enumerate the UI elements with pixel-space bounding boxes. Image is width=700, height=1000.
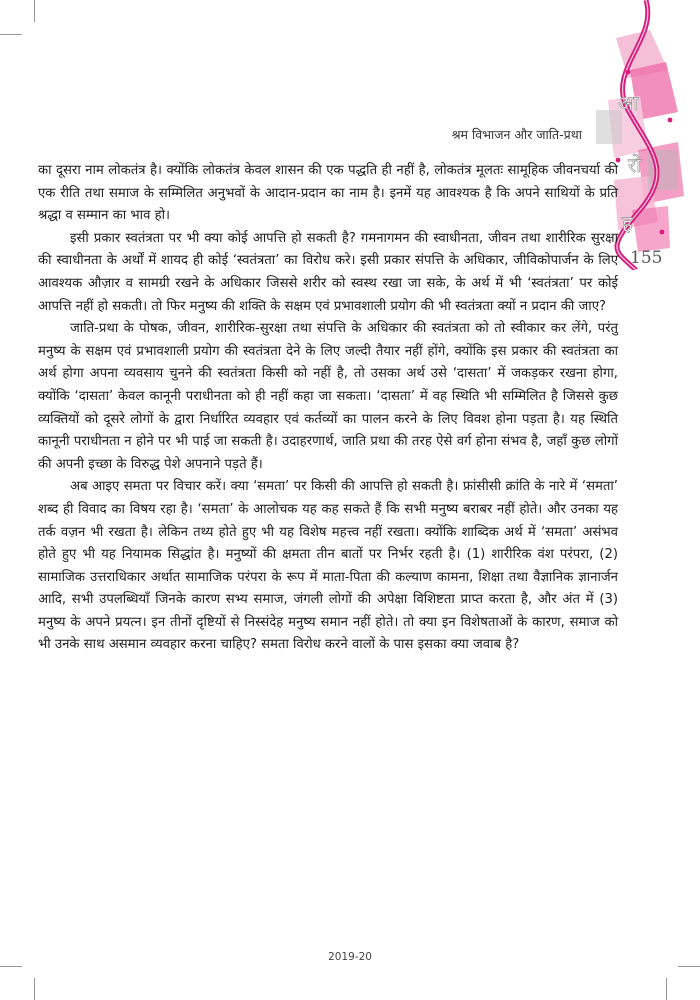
- decor-letter-ha: ह: [622, 211, 633, 235]
- page-number: 155: [630, 248, 663, 268]
- paragraph-4: अब आइए समता पर विचार करें। क्या ‘समता’ पर किसी की आपत्ति हो सकती है। फ्रांसीसी क्रांति के नारे में ‘समता’ शब्द ही विवाद का विषय रहा है। ‘समता’ के आलोचक यह कह सकते हैं कि सभी मनुष्य बराबर नहीं होते। और उनका यह तर्क वज़न भी रखता है। लेकिन तथ्य होते हुए भी यह विशेष महत्त्व नहीं रखता। क्योंकि शाब्दिक अर्थ में ‘समता’ असंभव होते हुए भी यह नियामक सिद्धांत है। मनुष्यों की क्षमता तीन बातों पर निर्भर रहती है। (1) शारीरिक वंश परंपरा, (2) सामाजिक उत्तराधिकार अर्थात सामाजिक परंपरा के रूप में माता-पिता की कल्याण कामना, शिक्षा तथा वैज्ञानिक ज्ञानार्जन आदि, सभी उपलब्धियाँ जिनके कारण सभ्य समाज, जंगली लोगों की अपेक्षा विशिष्टता प्राप्त करता है, और अंत में (3) मनुष्य के अपने प्रयत्न। इन तीनों दृष्टियों से निस्संदेह मनुष्य समान नहीं होते। तो क्या इन विशेषताओं के कारण, समाज को भी उनके साथ असमान व्यवहार करना चाहिए? समता विरोध करने वालों के पास इसका क्या जवाब है?: [38, 479, 618, 653]
- paragraph-2: इसी प्रकार स्वतंत्रता पर भी क्या कोई आपत्ति हो सकती है? गमनागमन की स्वाधीनता, जीवन तथा शारीरिक सुरक्षा की स्वाधीनता के अर्थों में शायद ही कोई ‘स्वतंत्रता’ का विरोध करे। इसी प्रकार संपत्ति के अधिकार, जीविकोपार्जन के लिए आवश्यक औज़ार व सामग्री रखने के अधिकार जिससे शरीर को स्वस्थ रखा जा सके, के अर्थ में भी ‘स्वतंत्रता’ पर कोई आपत्ति नहीं हो सकती। तो फिर मनुष्य की शक्ति के सक्षम एवं प्रभावशाली प्रयोग की भी स्वतंत्रता क्यों न प्रदान की जाए?: [38, 230, 618, 314]
- crop-mark-bottom-right-h: [678, 966, 700, 967]
- decor-letter-ro: रो: [628, 153, 642, 177]
- paragraph-3: जाति-प्रथा के पोषक, जीवन, शारीरिक-सुरक्षा तथा संपत्ति के अधिकार की स्वतंत्रता को तो स्वीकार कर लेंगे, परंतु मनुष्य के सक्षम एवं प्रभावशाली प्रयोग की स्वतंत्रता देने के लिए जल्दी तैयार नहीं होंगे, क्योंकि इस प्रकार की स्वतंत्रता का अर्थ होगा अपना व्यवसाय चुनने की स्वतंत्रता किसी को नहीं है, तो उसका अर्थ उसे ‘दासता’ में जकड़कर रखना होगा, क्योंकि ‘दासता’ केवल कानूनी पराधीनता को ही नहीं कहा जा सकता। ‘दासता’ में वह स्थिति भी सम्मिलित है जिससे कुछ व्यक्तियों को दूसरे लोगों के द्वारा निर्धारित व्यवहार एवं कर्तव्यों का पालन करने के लिए विवश होना पड़ता है। यह स्थिति कानूनी पराधीनता न होने पर भी पाई जा सकती है। उदाहरणार्थ, जाति प्रथा की तरह ऐसे वर्ग होना संभव है, जहाँ कुछ लोगों की अपनी इच्छा के विरुद्ध पेशे अपनाने पड़ते हैं।: [38, 321, 618, 472]
- crop-mark-top-left-v: [34, 0, 35, 22]
- running-header-title: श्रम विभाजन और जाति-प्रथा: [451, 127, 582, 142]
- crop-mark-top-left-h: [0, 34, 22, 35]
- footer-year: 2019-20: [328, 951, 372, 963]
- crop-mark-bottom-right-v: [666, 978, 667, 1000]
- crop-mark-bottom-left-h: [0, 966, 22, 967]
- paragraph-1: का दूसरा नाम लोकतंत्र है। क्योंकि लोकतंत्र केवल शासन की एक पद्धति ही नहीं है, लोकतंत्र मूलतः सामूहिक जीवनचर्या की एक रीति तथा समाज के सम्मिलित अनुभवों के आदान-प्रदान का नाम है। इनमें यह आवश्यक है कि अपने साथियों के प्रति श्रद्धा व सम्मान का भाव हो।: [38, 163, 618, 224]
- decor-letter-aa: आ: [618, 91, 639, 115]
- body-text: [38, 160, 618, 657]
- crop-mark-bottom-left-v: [34, 978, 35, 1000]
